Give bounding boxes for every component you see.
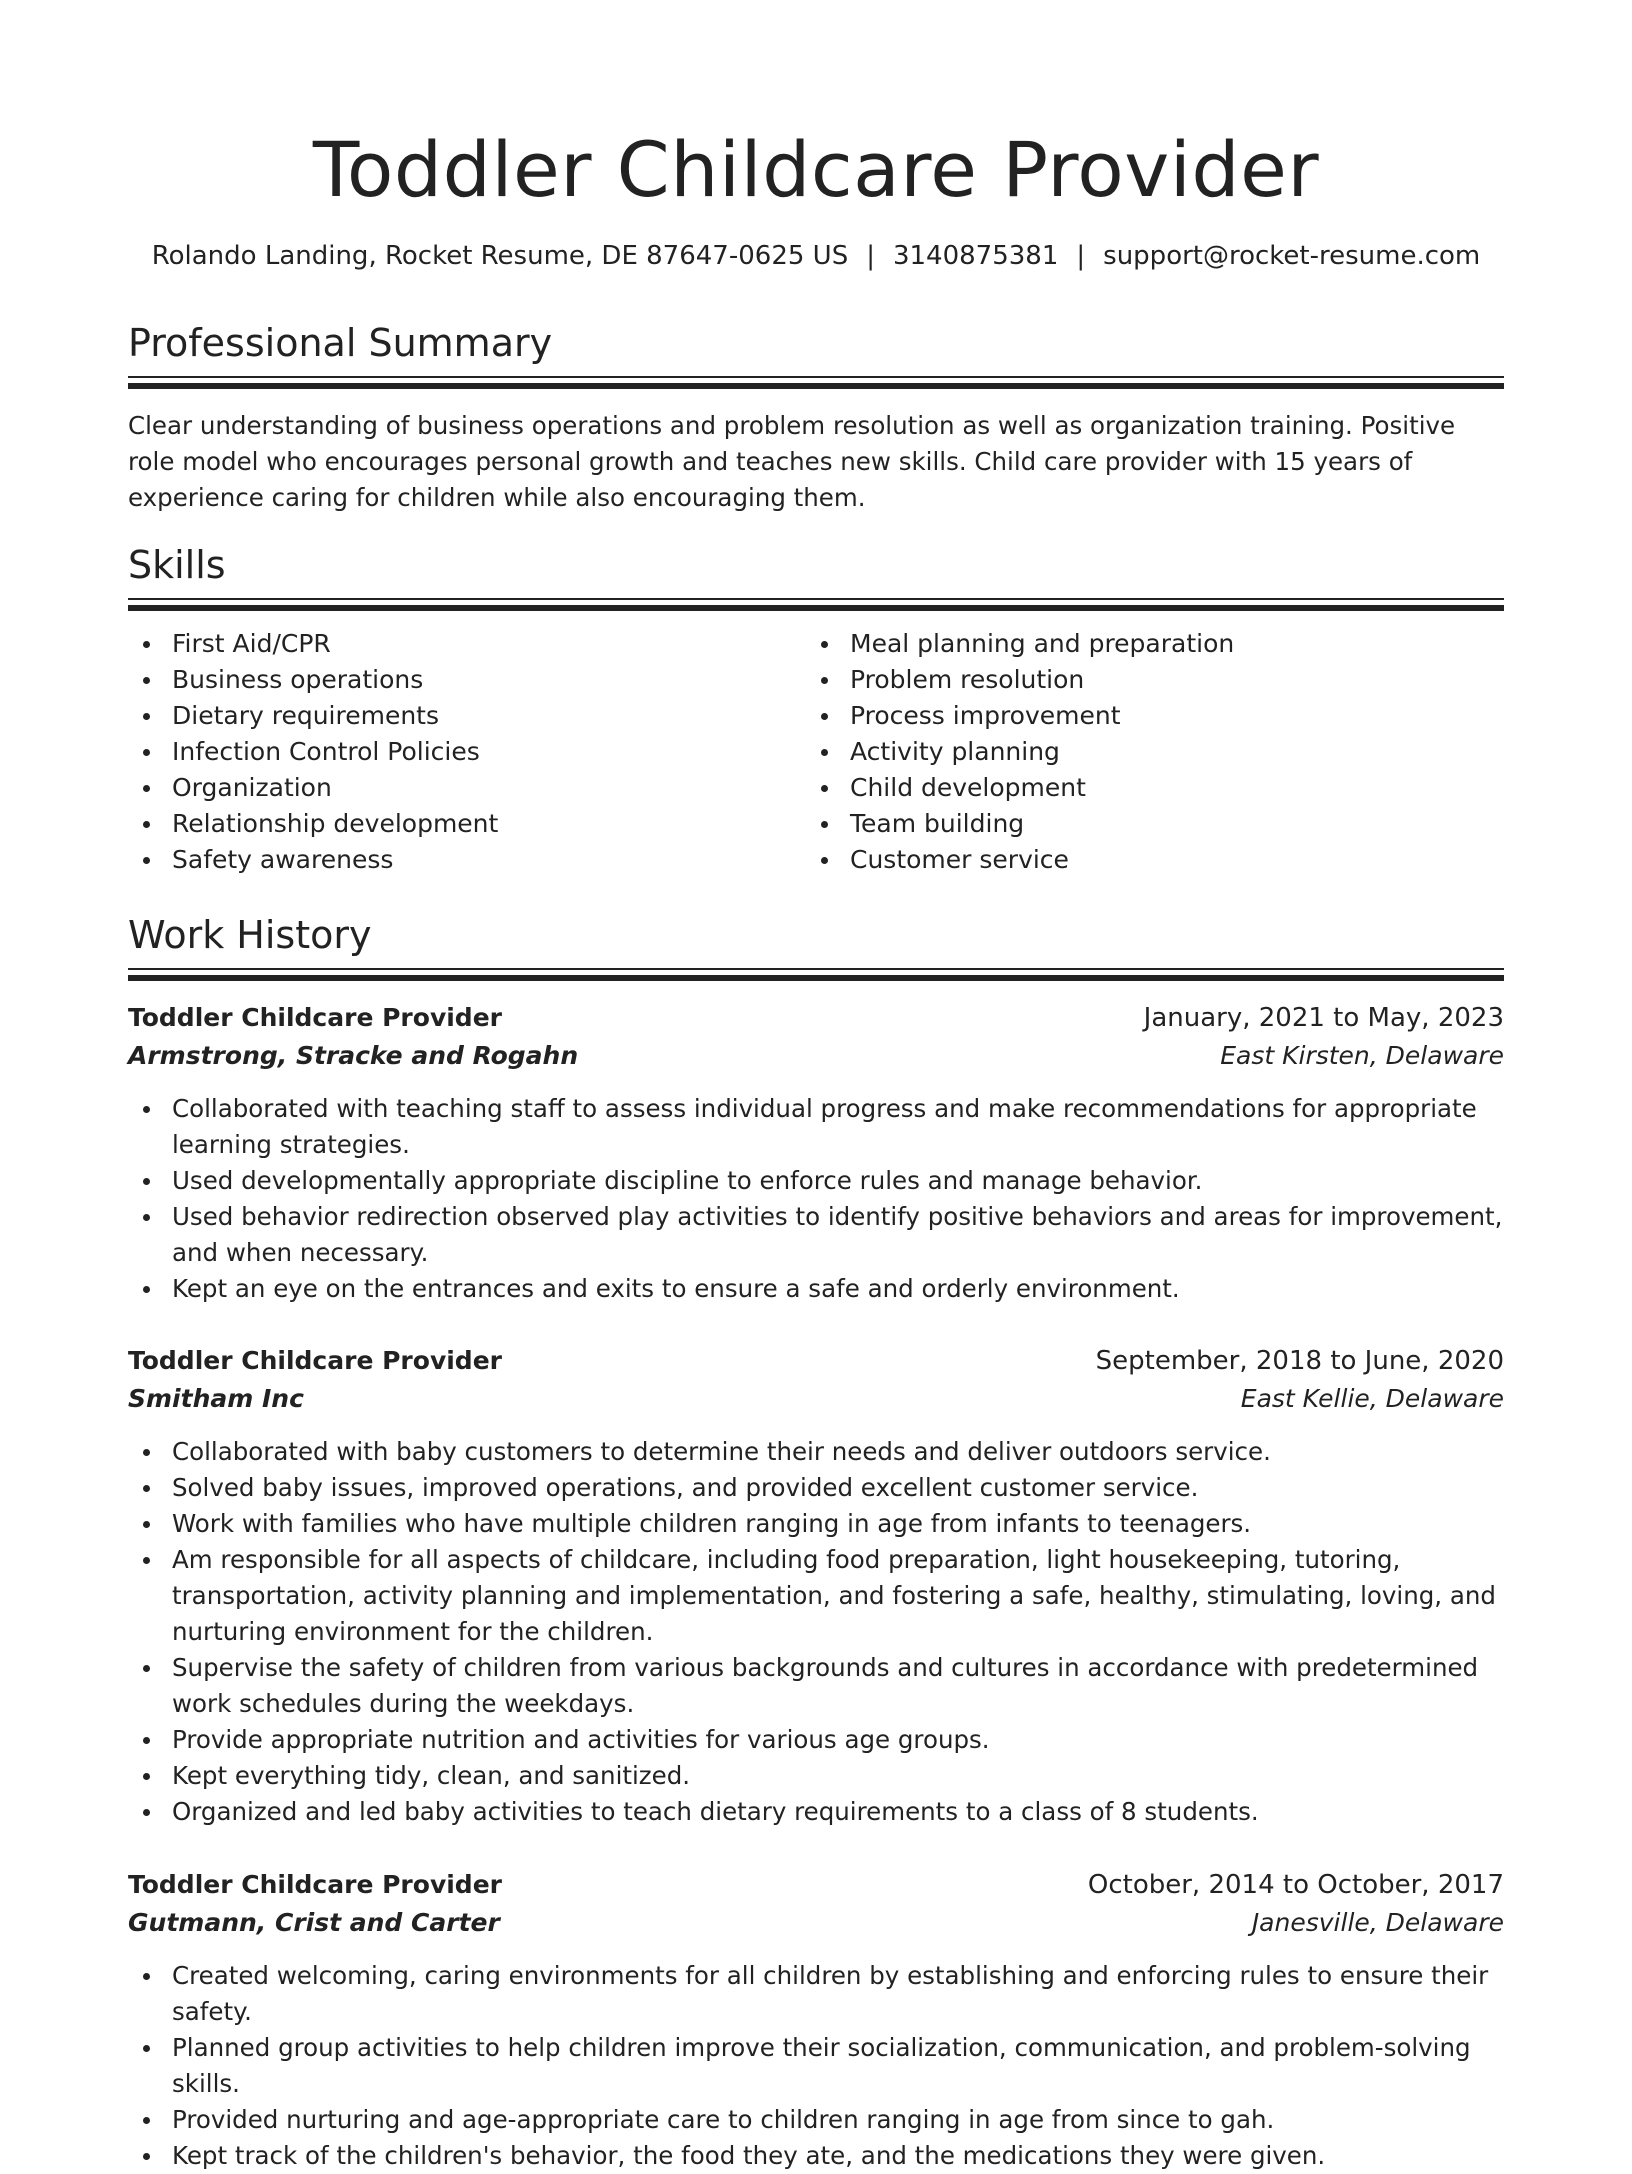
skill-item: Relationship development: [128, 806, 768, 842]
skill-item: Problem resolution: [806, 662, 1496, 698]
job-bullets: [128, 1091, 1504, 1307]
job-dates: October, 2014 to October, 2017: [1087, 1870, 1504, 1900]
job-bullet: Provide appropriate nutrition and activities for various age groups.: [128, 1722, 1504, 1758]
skills-list-right: [806, 626, 1496, 878]
job-bullet: Kept track of the children's behavior, the food they ate, and the medications they were given.: [128, 2138, 1504, 2174]
job-entry: [128, 999, 1504, 1307]
job-bullet: Solved baby issues, improved operations, and provided excellent customer service.: [128, 1470, 1504, 1506]
skill-item: Business operations: [128, 662, 768, 698]
job-bullets: [128, 1958, 1504, 2174]
section-title-summary: Professional Summary: [128, 321, 553, 365]
job-bullet: Collaborated with teaching staff to assess individual progress and make recommendations for appropriate learning strategies.: [128, 1091, 1504, 1163]
job-dates: September, 2018 to June, 2020: [1095, 1346, 1504, 1376]
skill-item: Meal planning and preparation: [806, 626, 1496, 662]
contact-separator: |: [1076, 241, 1086, 271]
skills-list-left: [128, 626, 768, 878]
section-title-work-history: Work History: [128, 913, 372, 957]
job-location: East Kellie, Delaware: [1240, 1384, 1504, 1413]
skill-item: Process improvement: [806, 698, 1496, 734]
job-company: Armstrong, Stracke and Rogahn: [128, 1041, 579, 1070]
resume-name-title: Toddler Childcare Provider: [312, 125, 1320, 214]
skill-item: Activity planning: [806, 734, 1496, 770]
job-location: Janesville, Delaware: [1251, 1908, 1504, 1937]
contact-separator: |: [866, 241, 875, 271]
job-title: Toddler Childcare Provider: [128, 1346, 502, 1375]
job-bullets: [128, 1434, 1504, 1830]
skill-item: Dietary requirements: [128, 698, 768, 734]
job-bullet: Kept everything tidy, clean, and sanitized.: [128, 1758, 1504, 1794]
skill-item: Customer service: [806, 842, 1496, 878]
job-bullet: Supervise the safety of children from various backgrounds and cultures in accordance with predetermined work schedules during the weekdays.: [128, 1650, 1504, 1722]
section-divider: [128, 598, 1504, 610]
job-bullet: Organized and led baby activities to teach dietary requirements to a class of 8 students.: [128, 1794, 1504, 1830]
summary-text: Clear understanding of business operations and problem resolution as well as organization training. Positive role model who encourages personal growth and teaches new skills. Child care provider with 15 years of experience caring for children while also encouraging them.: [128, 411, 1456, 512]
job-bullet: Planned group activities to help children improve their socialization, communication, and problem-solving skills.: [128, 2030, 1504, 2102]
job-company: Gutmann, Crist and Carter: [128, 1908, 500, 1937]
contact-phone[interactable]: 3140875381: [892, 241, 1059, 271]
section-divider: [128, 376, 1504, 388]
job-bullet: Created welcoming, caring environments for all children by establishing and enforcing rules to ensure their safety.: [128, 1958, 1504, 2030]
contact-line: [0, 238, 1632, 274]
job-location: East Kirsten, Delaware: [1220, 1041, 1504, 1070]
job-bullet: Used developmentally appropriate discipline to enforce rules and manage behavior.: [128, 1163, 1504, 1199]
section-title-skills: Skills: [128, 543, 226, 587]
skill-item: Team building: [806, 806, 1496, 842]
job-bullet: Used behavior redirection observed play activities to identify positive behaviors and areas for improvement, and when necessary.: [128, 1199, 1504, 1271]
job-bullet: Am responsible for all aspects of childcare, including food preparation, light housekeeping, tutoring, transportation, activity planning and implementation, and fostering a safe, healthy, stimulating, loving, and nurturing environment for the children.: [128, 1542, 1504, 1650]
job-entry: [128, 1342, 1504, 1830]
job-bullet: Work with families who have multiple children ranging in age from infants to teenagers.: [128, 1506, 1504, 1542]
job-bullet: Provided nurturing and age-appropriate care to children ranging in age from since to gah.: [128, 2102, 1504, 2138]
contact-address: Rolando Landing, Rocket Resume, DE 87647-0625 US: [151, 241, 849, 271]
job-company: Smitham Inc: [128, 1384, 304, 1413]
job-dates: January, 2021 to May, 2023: [1143, 1003, 1504, 1033]
section-divider: [128, 968, 1504, 980]
job-entry: [128, 1866, 1504, 2174]
skill-item: Safety awareness: [128, 842, 768, 878]
skill-item: Child development: [806, 770, 1496, 806]
job-title: Toddler Childcare Provider: [128, 1003, 502, 1032]
job-bullet: Collaborated with baby customers to determine their needs and deliver outdoors service.: [128, 1434, 1504, 1470]
job-bullet: Kept an eye on the entrances and exits to ensure a safe and orderly environment.: [128, 1271, 1504, 1307]
skill-item: Infection Control Policies: [128, 734, 768, 770]
skill-item: Organization: [128, 770, 768, 806]
skill-item: First Aid/CPR: [128, 626, 768, 662]
contact-email[interactable]: support@rocket-resume.com: [1103, 241, 1481, 271]
job-title: Toddler Childcare Provider: [128, 1870, 502, 1899]
